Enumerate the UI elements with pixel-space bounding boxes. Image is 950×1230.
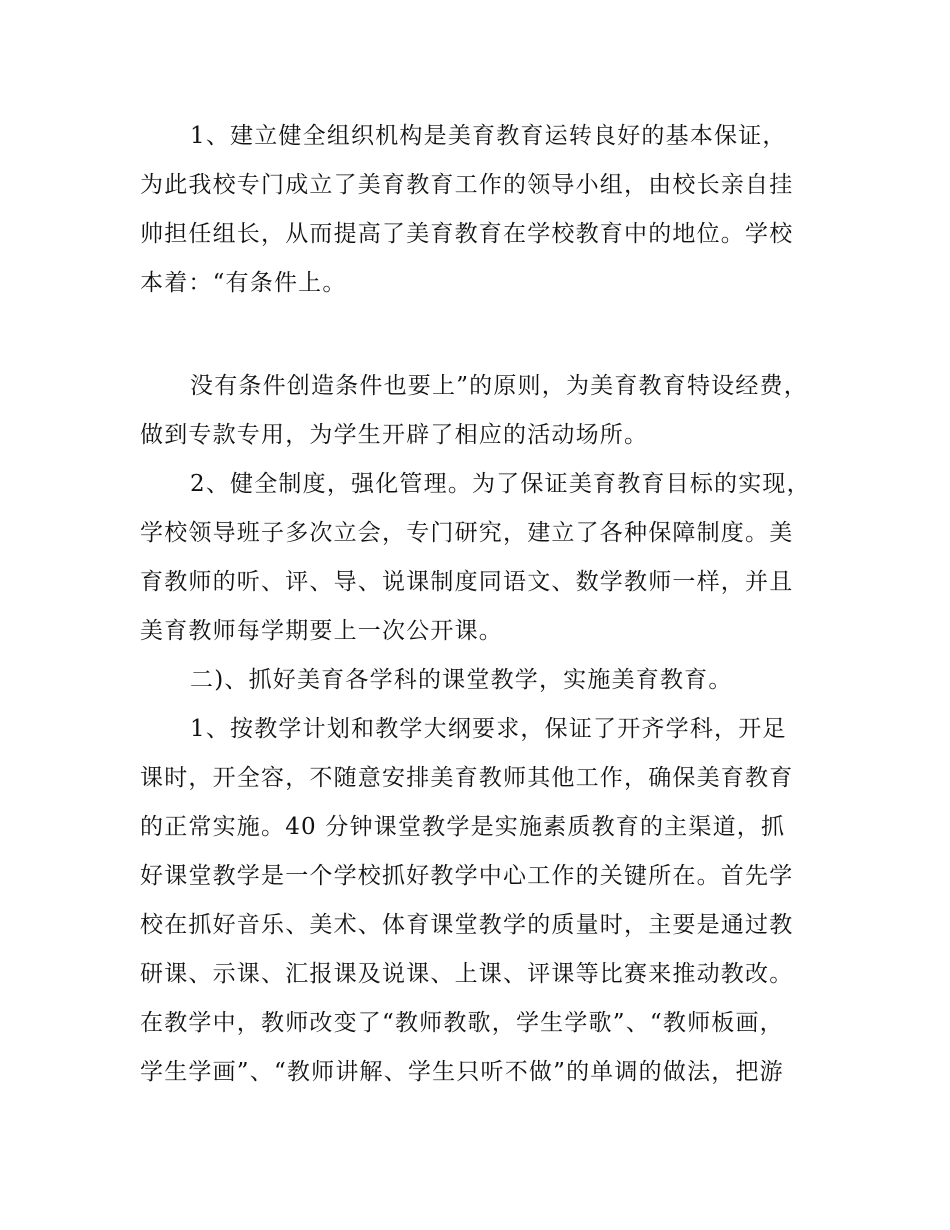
text-line: 课时，开全容，不随意安排美育教师其他工作，确保美育教育 xyxy=(140,765,794,791)
text-line: 育教师的听、评、导、说课制度同语文、数学教师一样，并且 xyxy=(140,569,794,595)
text-line: 学生学画”、“教师讲解、学生只听不做”的单调的做法，把游 xyxy=(140,1059,784,1085)
text-line: 没有条件创造条件也要上”的原则，为美育教育特设经费， xyxy=(190,373,808,399)
paragraph-organization xyxy=(140,112,840,308)
text-line: 本着：“有条件上。 xyxy=(140,270,347,296)
text-line: 的正常实施。40 分钟课堂教学是实施素质教育的主渠道，抓 xyxy=(140,814,786,840)
section-heading: 二)、抓好美育各学科的课堂教学，实施美育教育。 xyxy=(190,667,733,693)
text-line: 研课、示课、汇报课及说课、上课、评课等比赛来推动教改。 xyxy=(140,961,794,987)
text-line: 1、建立健全组织机构是美育教育运转良好的基本保证， xyxy=(190,123,787,149)
text-line: 在教学中，教师改变了“教师教歌，学生学歌”、“教师板画， xyxy=(140,1010,784,1036)
text-line: 学校领导班子多次立会，专门研究，建立了各种保障制度。美 xyxy=(140,520,794,546)
text-line: 好课堂教学是一个学校抓好教学中心工作的关键所在。首先学 xyxy=(140,863,794,889)
text-line: 为此我校专门成立了美育教育工作的领导小组，由校长亲自挂 xyxy=(140,172,794,198)
text-line: 做到专款专用，为学生开辟了相应的活动场所。 xyxy=(140,422,649,448)
text-line: 2、健全制度，强化管理。为了保证美育教育目标的实现， xyxy=(190,471,811,497)
text-line: 1、按教学计划和教学大纲要求，保证了开齐学科，开足 xyxy=(190,716,787,742)
text-line: 帅担任组长，从而提高了美育教育在学校教育中的地位。学校 xyxy=(140,221,794,247)
text-line: 美育教师每学期要上一次公开课。 xyxy=(140,618,503,644)
text-line: 校在抓好音乐、美术、体育课堂教学的质量时，主要是通过教 xyxy=(140,912,794,938)
paragraph-continuation xyxy=(140,362,840,1097)
